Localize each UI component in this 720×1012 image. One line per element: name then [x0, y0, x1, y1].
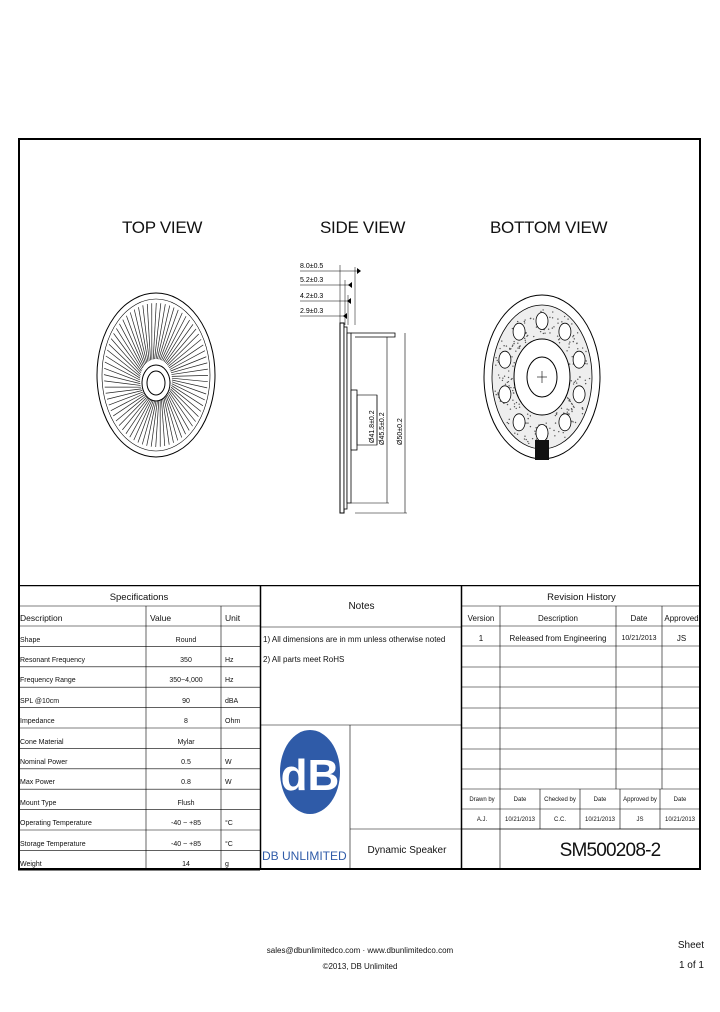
spec-unit-4: Ohm: [225, 718, 241, 726]
spec-value-0: Round: [175, 636, 197, 644]
spec-unit-11: g: [225, 860, 229, 868]
signoff-value-5: 10/21/2013: [664, 817, 696, 823]
note-2: 2) All parts meet RoHS: [263, 654, 345, 664]
spec-desc-9: Operating Temperature: [20, 820, 92, 828]
spec-value-5: Mylar: [177, 738, 195, 746]
logo-text: DB UNLIMITED: [262, 849, 347, 863]
bottom-view-drawing: [482, 290, 602, 460]
signoff-header-0: Drawn by: [469, 797, 495, 803]
product-name: Dynamic Speaker: [367, 844, 447, 856]
spec-desc-7: Max Power: [20, 779, 56, 787]
signoff-value-1: 10/21/2013: [504, 817, 536, 823]
signoff-value-4: JS: [636, 817, 644, 823]
spec-value-8: Flush: [177, 799, 195, 807]
signoff-header-2: Checked by: [544, 797, 576, 803]
rev-1-approved: JS: [676, 633, 687, 643]
spec-header-unit: Unit: [225, 613, 241, 623]
spec-desc-10: Storage Temperature: [20, 840, 86, 848]
specifications-title: Specifications: [109, 591, 169, 603]
spec-unit-6: W: [225, 758, 232, 766]
rev-header-date: Date: [630, 613, 648, 623]
notes-title: Notes: [348, 600, 375, 612]
rev-header-description: Description: [537, 613, 578, 623]
spec-unit-7: W: [225, 779, 232, 787]
spec-desc-11: Weight: [20, 860, 42, 868]
signoff-header-5: Date: [673, 797, 687, 803]
spec-value-4: 8: [184, 718, 188, 726]
top-view-title: TOP VIEW: [122, 218, 203, 237]
spec-desc-3: SPL @10cm: [20, 697, 60, 705]
dim-label-2: 5.2±0.3: [300, 277, 324, 284]
spec-desc-0: Shape: [20, 636, 41, 644]
spec-value-1: 350: [180, 656, 192, 664]
spec-value-9: -40 ~ +85: [171, 820, 201, 828]
spec-desc-6: Nominal Power: [20, 758, 68, 766]
dim-label-1: 8.0±0.5: [300, 263, 324, 270]
spec-value-2: 350~4,000: [169, 677, 203, 685]
rev-header-version: Version: [467, 613, 495, 623]
rev-header-approved: Approved: [664, 613, 699, 623]
sheet-label: Sheet: [677, 940, 704, 951]
spec-value-7: 0.8: [181, 779, 191, 787]
spec-unit-9: °C: [225, 820, 233, 828]
spec-header-value: Value: [150, 613, 172, 623]
dim-label-v2: Ø45.5±0.2: [379, 412, 386, 445]
signoff-header-4: Approved by: [623, 797, 657, 803]
spec-unit-1: Hz: [225, 656, 234, 664]
spec-header-description: Description: [20, 613, 63, 623]
footer-copyright: ©2013, DB Unlimited: [322, 962, 398, 971]
spec-desc-2: Frequency Range: [20, 677, 76, 685]
dim-label-v3: Ø50±0.2: [397, 418, 404, 445]
db-logo-mark: [278, 728, 342, 838]
rev-1-date: 10/21/2013: [621, 634, 657, 642]
note-1: 1) All dimensions are in mm unless otherwise noted: [263, 634, 446, 644]
spec-unit-3: dBA: [225, 697, 239, 705]
part-number: SM500208-2: [559, 840, 661, 861]
dim-label-3: 4.2±0.3: [300, 293, 324, 300]
dim-label-v1: Ø41.8±0.2: [369, 410, 376, 443]
spec-desc-4: Impedance: [20, 718, 55, 726]
side-view-title: SIDE VIEW: [320, 218, 406, 237]
footer-contact: sales@dbunlimitedco.com · www.dbunlimitedco.com: [266, 946, 454, 955]
spec-unit-0: [225, 632, 260, 648]
spec-value-6: 0.5: [181, 758, 191, 766]
spec-unit-2: Hz: [225, 677, 234, 685]
spec-value-10: -40 ~ +85: [171, 840, 201, 848]
revision-history-title: Revision History: [547, 591, 616, 603]
dim-label-4: 2.9±0.3: [300, 308, 324, 315]
signoff-value-0: A.J.: [476, 817, 488, 823]
spec-unit-8: [225, 795, 260, 811]
rev-1-version: 1: [478, 633, 484, 643]
rev-1-description: Released from Engineering: [509, 633, 607, 643]
top-view-drawing: [96, 288, 216, 458]
signoff-header-1: Date: [513, 797, 527, 803]
spec-value-11: 14: [182, 860, 190, 868]
spec-unit-5: [225, 734, 260, 750]
signoff-value-2: C.C.: [554, 817, 566, 823]
logo-mark-text: dB: [280, 751, 340, 800]
spec-desc-5: Cone Material: [20, 738, 64, 746]
signoff-value-3: 10/21/2013: [584, 817, 616, 823]
signoff-header-3: Date: [593, 797, 607, 803]
spec-unit-10: °C: [225, 840, 233, 848]
spec-desc-8: Mount Type: [20, 799, 57, 807]
spec-value-3: 90: [182, 697, 190, 705]
spec-desc-1: Resonant Frequency: [20, 656, 85, 664]
sheet-number: 1 of 1: [678, 960, 704, 971]
side-view-drawing: [295, 255, 420, 520]
bottom-view-title: BOTTOM VIEW: [490, 218, 608, 237]
